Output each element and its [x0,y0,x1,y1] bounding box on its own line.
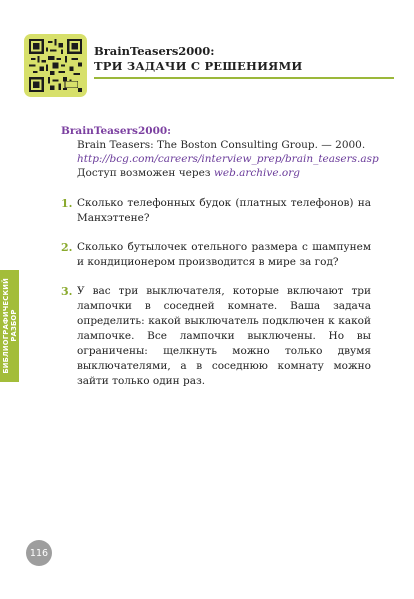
item-text: У вас три выключателя, которые включают три лампочки в соседней комнате. Ваша задача определить: какой выключатель подключен к какой лампочке. Все лампочки выключены. Но вы ограничены: щелкнуть можно только двумя выключателями, а в соседнюю комнату можно зайти только один раз. [77,285,371,387]
reference-access-prefix: Доступ возможен через [77,167,214,179]
title-line-1: BrainTeasers2000: [94,44,215,58]
reference-citation: Brain Teasers: The Boston Consulting Group. — 2000. [77,139,366,151]
item-number: 3. [61,285,73,298]
item-text: Сколько телефонных будок (платных телефонов) на Манхэттене? [77,197,371,224]
qr-code[interactable] [24,34,87,97]
page-number: 116 [26,540,52,566]
reference-url-line [61,152,381,166]
list-item [61,196,371,226]
reference-access-line [61,166,381,180]
list-item [61,240,371,270]
list-item [61,284,371,389]
bibliographic-reference [61,124,381,180]
question-list [61,196,371,403]
reference-archive-link[interactable]: web.archive.org [213,167,300,179]
side-tab-line-1: БИБЛИОГРАФИЧЕСКИЙ [1,278,10,374]
item-number: 2. [61,241,73,254]
header-divider [94,77,394,79]
reference-url-link[interactable]: http://bcg.com/careers/interview_prep/brain_teasers.asp [77,153,379,165]
side-tab-line-2: РАЗБОР [9,309,18,343]
page-title [94,44,394,74]
qr-code-icon [29,39,82,92]
title-line-2: ТРИ ЗАДАЧИ С РЕШЕНИЯМИ [94,59,303,73]
side-tab-label [2,278,18,374]
item-number: 1. [61,197,73,210]
section-side-tab [0,270,19,382]
reference-title: BrainTeasers2000: [61,125,172,137]
item-text: Сколько бутылочек отельного размера с шампунем и кондиционером производится в мире за год? [77,241,371,268]
